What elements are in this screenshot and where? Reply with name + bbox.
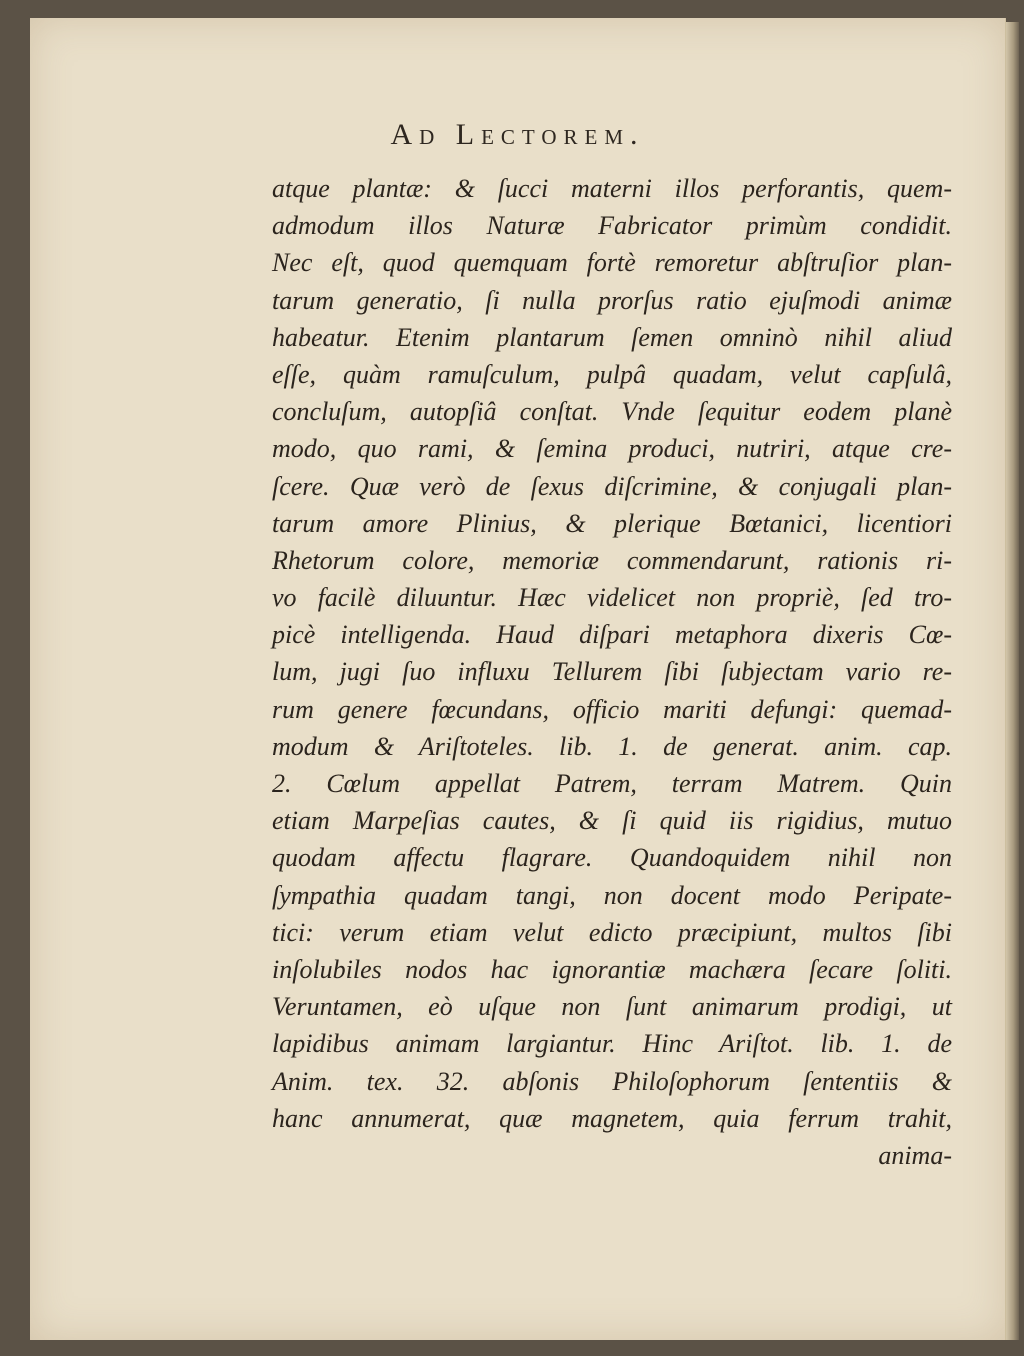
text-line: vo facilè diluuntur. Hæc videlicet non propriè, ſed tro- [272,583,952,613]
page-edge [1005,22,1019,1340]
text-line: modum & Ariſtoteles. lib. 1. de generat. anim. cap. [272,731,952,761]
text-line: inſolubiles nodos hac ignorantiæ machæra ſecare ſoliti. [272,954,952,984]
text-line: ſcere. Quæ verò de ſexus diſcrimine, & conjugali plan- [272,471,952,501]
text-line: quodam affectu flagrare. Quandoquidem nihil non [272,843,952,873]
catchword: anima- [878,1140,952,1170]
text-line: lum, jugi ſuo influxu Tellurem ſibi ſubjectam vario re- [272,657,952,687]
text-line: 2. Cœlum appellat Patrem, terram Matrem. Quin [272,769,952,798]
text-line: ſympathia quadam tangi, non docent modo Peripate- [272,880,952,910]
text-line: eſſe, quàm ramuſculum, pulpâ quadam, velut capſulâ, [272,359,952,389]
body-text [272,170,952,1174]
text-line: tici: verum etiam velut edicto præcipiunt, multos ſibi [272,917,952,947]
text-line: atque plantæ: & ſucci materni illos perforantis, quem- [272,174,952,203]
text-line: Veruntamen, eò uſque non ſunt animarum prodigi, ut [272,992,952,1022]
text-line: Anim. tex. 32. abſonis Philoſophorum ſententiis & [272,1066,952,1096]
text-line: tarum generatio, ſi nulla prorſus ratio ejuſmodi animæ [272,285,952,315]
running-header: Ad Lectorem. [390,118,645,151]
text-line: rum genere fœcundans, officio mariti defungi: quemad- [272,694,952,724]
text-line: hanc annumerat, quæ magnetem, quia ferrum trahit, [272,1103,952,1133]
text-line: Nec eſt, quod quemquam fortè remoretur abſtruſior plan- [272,248,952,278]
text-line: Rhetorum colore, memoriæ commendarunt, rationis ri- [272,545,952,575]
book-page [30,18,1006,1340]
text-line: picè intelligenda. Haud diſpari metaphora dixeris Cœ- [272,620,952,650]
text-line: admodum illos Naturæ Fabricator primùm condidit. [272,211,952,241]
text-line: modo, quo rami, & ſemina produci, nutriri, atque cre- [272,434,952,464]
text-line: habeatur. Etenim plantarum ſemen omninò nihil aliud [272,322,952,352]
text-line: lapidibus animam largiantur. Hinc Ariſtot. lib. 1. de [272,1029,952,1059]
text-line: tarum amore Plinius, & plerique Bœtanici, licentiori [272,508,952,538]
text-line: etiam Marpeſias cautes, & ſi quid iis rigidius, mutuo [272,806,952,836]
text-line: concluſum, autopſiâ conſtat. Vnde ſequitur eodem planè [272,397,952,427]
